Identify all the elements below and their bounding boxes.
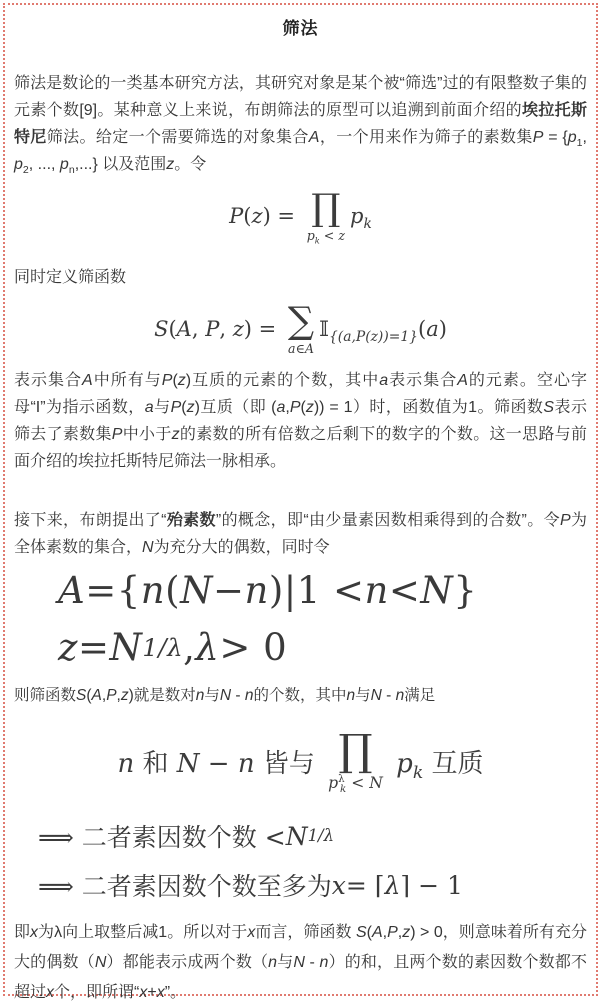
sum-operator [287,298,315,356]
formula-product-Pz [14,187,587,245]
product-operator [328,726,383,796]
sum-symbol: ∑ [287,298,315,342]
formula-lhs: S(A, P, z) = [154,317,283,341]
sum-limit: a∈A [288,340,314,356]
formula-rhs: $p_k$ [350,204,372,233]
product-symbol: ∏ [311,185,341,229]
formula-lhs: P(z) = [229,204,302,228]
formula-implication-count: ⟹ 二者素因数个数 < N 1/λ [38,821,335,852]
formula-pre: n 和 N − n 皆与 [117,748,324,779]
product-limit: $p_k < z$ [306,227,345,246]
product-symbol: ∏ [338,726,373,777]
product-limit: $p^\lambda_k < N$ [328,772,383,796]
formula-z-lambda: z = N 1/λ , λ > 0 [58,626,288,669]
formula-set-A: A = { n ( N − n )|1 < n < N } [58,569,478,612]
paragraph-almost-prime: 接下来，布朗提出了“殆素数”的概念，即“由少量素因数相乘得到的合数”。令P为全体素数的集合，N为充分大的偶数，同时令 [14,512,587,556]
paragraph-conclusion: 即x为λ向上取整后减1。所以对于x而言，筛函数 S(A,P,z) > 0，则意味着所有充分大的偶数（N）都能表示成两个数（n与N - n）的和，且两个数的素因数个数都不超过x个，即所谓“x+x”。 [14,924,587,1001]
formula-post: $p_k$ 互质 [396,748,484,783]
formula-implication-ceiling: ⟹ 二者素因数个数至多为 x = ⌈ λ ⌉ − 1 [38,870,463,901]
paragraph-pair-count: 则筛函数S(A,P,z)就是数对n与N - n的个数，其中n与N - n满足 [14,687,436,704]
paragraph-define-sieve-function: 同时定义筛函数 [14,269,127,286]
page-title: 筛法 [282,19,319,38]
formula-sieve-function [14,300,587,358]
paragraph-explanation: 表示集合A中所有与P(z)互质的元素的个数，其中a表示集合A的元素。空心字母“I”为指示函数，a与P(z)互质（即 (a,P(z)) = 1）时，函数值为1。筛函数S表示筛去了素数集P中小于z的素数的所有倍数之后剩下的数字的个数。这一思路与前面介绍的埃拉托斯特尼筛法一脉相承。 [14,372,587,470]
paragraph-intro: 筛法是数论的一类基本研究方法，其研究对象是某个被“筛选”过的有限整数子集的元素个数[9]。某种意义上来说，布朗筛法的原型可以追溯到前面介绍的埃拉托斯特尼筛法。给定一个需要筛选的对象集合A，一个用来作为筛子的素数集$P = \{p_1$, $p_2$, ..., $p_n$,...} 以及范围z。令 [14,75,587,177]
formula-rhs: 𝕀$_{\{(a,P(z))=1\}}$(a) [319,317,447,346]
product-operator [306,185,345,246]
formula-coprime-condition [14,719,587,803]
